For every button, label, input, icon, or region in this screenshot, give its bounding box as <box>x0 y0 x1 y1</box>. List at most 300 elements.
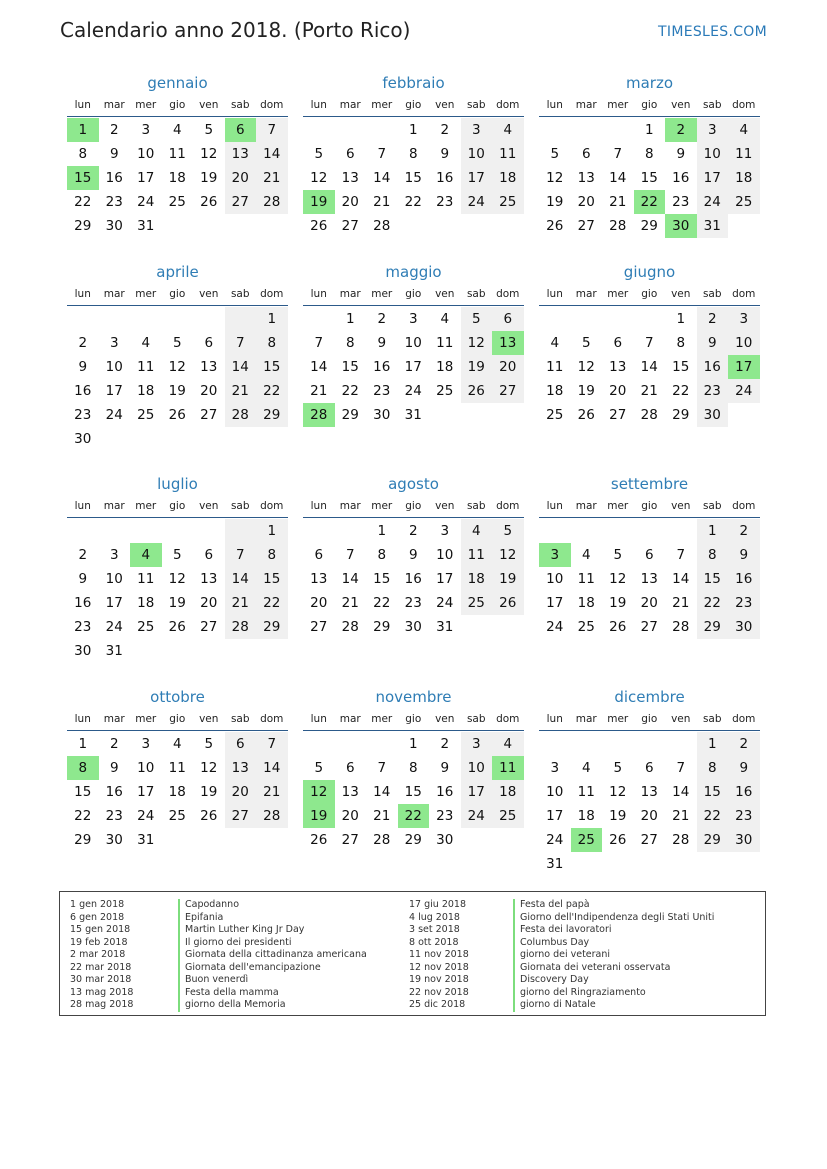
month-name: dicembre <box>614 688 685 706</box>
day-cell: 8 <box>644 146 654 162</box>
day-cell: 29 <box>74 218 92 234</box>
day-cell: 6 <box>345 760 355 776</box>
day-cell: 4 <box>172 736 182 752</box>
empty-day-cell <box>303 732 335 756</box>
weekday-label: gio <box>405 713 422 725</box>
day-cell: 4 <box>492 732 524 756</box>
day-cell: 17 <box>404 359 422 375</box>
month-giugno <box>539 261 760 427</box>
day-cell: 21 <box>609 194 627 210</box>
weekday-label: dom <box>496 500 520 512</box>
day-cell: 19 <box>168 595 186 611</box>
legend-date: 3 set 2018 <box>409 924 460 935</box>
day-cell: 3 <box>440 523 450 539</box>
month-agosto <box>303 473 524 639</box>
weekday-label: gio <box>169 288 186 300</box>
day-cell: 24 <box>105 619 123 635</box>
day-cell: 1 <box>676 311 686 327</box>
day-cell: 8 <box>697 756 729 780</box>
day-cell: 13 <box>200 359 218 375</box>
day-cell: 2 <box>78 335 88 351</box>
empty-day-cell <box>256 639 288 663</box>
day-cell: 20 <box>640 808 658 824</box>
day-cell: 9 <box>728 543 760 567</box>
day-cell: 9 <box>377 335 387 351</box>
legend-holiday-name: Giorno dell'Indipendenza degli Stati Uniti <box>513 912 714 925</box>
day-cell: 5 <box>172 335 182 351</box>
legend-names-left <box>178 899 367 1012</box>
weekday-label: ven <box>435 288 455 300</box>
weekday-label: ven <box>199 713 219 725</box>
day-cell: 12 <box>609 571 627 587</box>
weekday-label: mar <box>103 500 125 512</box>
day-cell: 16 <box>436 784 454 800</box>
day-cell: 24 <box>105 407 123 423</box>
day-cell: 11 <box>577 571 595 587</box>
empty-day-cell <box>256 828 288 852</box>
weekday-label: gio <box>641 99 658 111</box>
legend-date: 17 giu 2018 <box>409 899 466 910</box>
day-cell: 31 <box>697 214 729 238</box>
empty-day-cell <box>303 519 335 543</box>
weekday-label: lun <box>310 288 327 300</box>
empty-day-cell <box>256 214 288 238</box>
legend-date: 13 mag 2018 <box>70 986 134 998</box>
legend-holiday-name: Martin Luther King Jr Day <box>178 924 367 937</box>
month-novembre <box>303 686 524 852</box>
weekday-label: gio <box>169 500 186 512</box>
day-cell: 12 <box>609 784 627 800</box>
day-cell: 24 <box>697 190 729 214</box>
day-cell: 25 <box>461 591 493 615</box>
day-cell: 19 <box>461 355 493 379</box>
day-cell: 25 <box>137 619 155 635</box>
day-cell: 13 <box>200 571 218 587</box>
empty-day-cell <box>539 519 571 543</box>
empty-day-cell <box>162 639 194 663</box>
month-settembre <box>539 473 760 639</box>
empty-day-cell <box>634 519 666 543</box>
legend-date: 22 mar 2018 <box>70 961 132 973</box>
day-cell: 19 <box>168 383 186 399</box>
day-cell: 30 <box>436 832 454 848</box>
day-cell: 14 <box>672 784 690 800</box>
empty-day-cell <box>634 732 666 756</box>
empty-day-cell <box>571 118 603 142</box>
day-cell: 27 <box>609 407 627 423</box>
day-cell: 14 <box>373 170 391 186</box>
weekday-header <box>539 708 760 731</box>
days-grid <box>539 117 760 238</box>
day-cell: 1 <box>256 307 288 331</box>
month-name: giugno <box>623 263 676 281</box>
day-cell: 12 <box>492 543 524 567</box>
day-cell: 2 <box>408 523 418 539</box>
month-name: luglio <box>157 475 198 493</box>
weekday-label: sab <box>466 288 486 300</box>
weekday-label: gio <box>641 713 658 725</box>
day-cell: 21 <box>672 595 690 611</box>
empty-day-cell <box>335 732 367 756</box>
month-name: maggio <box>385 263 442 281</box>
day-cell: 13 <box>225 756 257 780</box>
weekday-header <box>67 495 288 518</box>
day-cell: 27 <box>640 619 658 635</box>
empty-day-cell <box>665 519 697 543</box>
day-cell: 21 <box>341 595 359 611</box>
day-cell: 20 <box>225 166 257 190</box>
day-cell: 11 <box>137 571 155 587</box>
day-cell: 15 <box>672 359 690 375</box>
day-cell: 10 <box>137 146 155 162</box>
day-cell: 28 <box>373 832 391 848</box>
empty-day-cell <box>225 519 257 543</box>
day-cell: 17 <box>546 808 564 824</box>
weekday-label: lun <box>310 99 327 111</box>
day-cell: 30 <box>74 431 92 447</box>
holiday-day-cell: 2 <box>665 118 697 142</box>
day-cell: 25 <box>168 194 186 210</box>
day-cell: 10 <box>105 571 123 587</box>
empty-day-cell <box>130 307 162 331</box>
legend-holiday-name: Buon venerdì <box>178 974 367 987</box>
day-cell: 14 <box>640 359 658 375</box>
legend-holiday-name: giorno di Natale <box>513 999 714 1012</box>
day-cell: 16 <box>672 170 690 186</box>
day-cell: 12 <box>577 359 595 375</box>
holiday-day-cell: 19 <box>303 190 335 214</box>
day-cell: 26 <box>200 194 218 210</box>
day-cell: 15 <box>373 571 391 587</box>
day-cell: 29 <box>697 828 729 852</box>
weekday-label: ven <box>671 288 691 300</box>
month-luglio <box>67 473 288 663</box>
empty-day-cell <box>193 307 225 331</box>
legend-holiday-name: Il giorno dei presidenti <box>178 937 367 950</box>
weekday-label: dom <box>732 99 756 111</box>
weekday-label: ven <box>199 288 219 300</box>
weekday-label: mar <box>575 99 597 111</box>
day-cell: 27 <box>341 218 359 234</box>
month-name: novembre <box>375 688 452 706</box>
holiday-day-cell: 6 <box>225 118 257 142</box>
day-cell: 11 <box>168 146 186 162</box>
empty-day-cell <box>99 427 131 451</box>
day-cell: 9 <box>440 146 450 162</box>
day-cell: 26 <box>577 407 595 423</box>
weekday-label: gio <box>405 288 422 300</box>
day-cell: 14 <box>609 170 627 186</box>
day-cell: 17 <box>105 383 123 399</box>
weekday-label: sab <box>702 99 722 111</box>
day-cell: 13 <box>640 571 658 587</box>
day-cell: 26 <box>546 218 564 234</box>
day-cell: 25 <box>436 383 454 399</box>
empty-day-cell <box>225 214 257 238</box>
day-cell: 15 <box>697 780 729 804</box>
empty-day-cell <box>398 214 430 238</box>
day-cell: 26 <box>609 832 627 848</box>
empty-day-cell <box>99 307 131 331</box>
weekday-header <box>67 708 288 731</box>
holiday-day-cell: 12 <box>303 780 335 804</box>
day-cell: 29 <box>640 218 658 234</box>
weekday-label: sab <box>466 500 486 512</box>
legend-holiday-name: Discovery Day <box>513 974 714 987</box>
empty-day-cell <box>193 214 225 238</box>
days-grid <box>67 306 288 451</box>
day-cell: 6 <box>613 335 623 351</box>
weekday-label: dom <box>732 713 756 725</box>
day-cell: 27 <box>310 619 328 635</box>
day-cell: 24 <box>728 379 760 403</box>
day-cell: 6 <box>492 307 524 331</box>
day-cell: 18 <box>492 780 524 804</box>
empty-day-cell <box>67 307 99 331</box>
holiday-day-cell: 22 <box>634 190 666 214</box>
day-cell: 7 <box>676 547 686 563</box>
day-cell: 30 <box>697 403 729 427</box>
weekday-header <box>539 283 760 306</box>
day-cell: 2 <box>109 736 119 752</box>
empty-day-cell <box>130 519 162 543</box>
day-cell: 4 <box>172 122 182 138</box>
day-cell: 17 <box>137 170 155 186</box>
empty-day-cell <box>602 852 634 876</box>
weekday-label: mar <box>339 713 361 725</box>
day-cell: 6 <box>581 146 591 162</box>
weekday-label: lun <box>546 99 563 111</box>
day-cell: 11 <box>577 784 595 800</box>
month-gennaio <box>67 72 288 238</box>
day-cell: 14 <box>225 355 257 379</box>
weekday-header <box>67 94 288 117</box>
day-cell: 20 <box>200 383 218 399</box>
weekday-label: lun <box>74 99 91 111</box>
day-cell: 21 <box>310 383 328 399</box>
empty-day-cell <box>429 214 461 238</box>
day-cell: 11 <box>546 359 564 375</box>
day-cell: 18 <box>137 383 155 399</box>
day-cell: 4 <box>581 760 591 776</box>
weekday-label: lun <box>310 713 327 725</box>
brand-link[interactable]: TIMESLES.COM <box>658 24 767 40</box>
day-cell: 8 <box>676 335 686 351</box>
empty-day-cell <box>665 732 697 756</box>
empty-day-cell <box>366 732 398 756</box>
month-ottobre <box>67 686 288 852</box>
weekday-label: dom <box>260 99 284 111</box>
day-cell: 15 <box>404 170 422 186</box>
day-cell: 22 <box>256 379 288 403</box>
day-cell: 20 <box>492 355 524 379</box>
weekday-label: sab <box>230 288 250 300</box>
weekday-label: sab <box>702 288 722 300</box>
day-cell: 29 <box>373 619 391 635</box>
day-cell: 22 <box>672 383 690 399</box>
weekday-label: dom <box>260 713 284 725</box>
legend-date: 4 lug 2018 <box>409 911 460 923</box>
weekday-label: mer <box>607 500 629 512</box>
empty-day-cell <box>303 118 335 142</box>
day-cell: 24 <box>546 619 564 635</box>
day-cell: 24 <box>461 804 493 828</box>
empty-day-cell <box>429 403 461 427</box>
day-cell: 27 <box>492 379 524 403</box>
day-cell: 13 <box>609 359 627 375</box>
day-cell: 5 <box>581 335 591 351</box>
day-cell: 10 <box>461 142 493 166</box>
day-cell: 11 <box>436 335 454 351</box>
day-cell: 24 <box>137 808 155 824</box>
month-dicembre <box>539 686 760 876</box>
day-cell: 26 <box>461 379 493 403</box>
day-cell: 26 <box>168 407 186 423</box>
empty-day-cell <box>67 519 99 543</box>
empty-day-cell <box>697 852 729 876</box>
month-name: marzo <box>625 74 674 92</box>
day-cell: 28 <box>640 407 658 423</box>
day-cell: 27 <box>577 218 595 234</box>
empty-day-cell <box>99 519 131 543</box>
day-cell: 21 <box>672 808 690 824</box>
empty-day-cell <box>728 403 760 427</box>
day-cell: 1 <box>78 736 88 752</box>
day-cell: 5 <box>314 760 324 776</box>
day-cell: 7 <box>377 146 387 162</box>
weekday-label: lun <box>310 500 327 512</box>
day-cell: 7 <box>314 335 324 351</box>
day-cell: 1 <box>644 122 654 138</box>
legend-holiday-name: Columbus Day <box>513 937 714 950</box>
day-cell: 31 <box>137 832 155 848</box>
month-aprile <box>67 261 288 451</box>
day-cell: 25 <box>168 808 186 824</box>
day-cell: 16 <box>697 355 729 379</box>
day-cell: 17 <box>546 595 564 611</box>
day-cell: 31 <box>436 619 454 635</box>
day-cell: 3 <box>697 118 729 142</box>
empty-day-cell <box>366 118 398 142</box>
day-cell: 23 <box>74 407 92 423</box>
empty-day-cell <box>130 639 162 663</box>
weekday-label: gio <box>641 288 658 300</box>
day-cell: 23 <box>728 591 760 615</box>
weekday-label: mer <box>371 713 393 725</box>
day-cell: 3 <box>141 736 151 752</box>
day-cell: 5 <box>492 519 524 543</box>
day-cell: 21 <box>225 591 257 615</box>
day-cell: 24 <box>461 190 493 214</box>
empty-day-cell <box>539 732 571 756</box>
page-title: Calendario anno 2018. (Porto Rico) <box>60 18 411 42</box>
day-cell: 21 <box>225 379 257 403</box>
day-cell: 1 <box>345 311 355 327</box>
day-cell: 23 <box>697 379 729 403</box>
day-cell: 6 <box>345 146 355 162</box>
days-grid <box>303 518 524 639</box>
day-cell: 8 <box>408 760 418 776</box>
day-cell: 15 <box>256 567 288 591</box>
holiday-day-cell: 22 <box>398 804 430 828</box>
day-cell: 22 <box>74 194 92 210</box>
day-cell: 11 <box>728 142 760 166</box>
weekday-label: dom <box>260 288 284 300</box>
weekday-label: mar <box>339 99 361 111</box>
weekday-header <box>303 495 524 518</box>
weekday-label: mer <box>607 99 629 111</box>
day-cell: 4 <box>581 547 591 563</box>
day-cell: 3 <box>109 335 119 351</box>
empty-day-cell <box>602 732 634 756</box>
month-febbraio <box>303 72 524 238</box>
day-cell: 13 <box>341 784 359 800</box>
month-name: settembre <box>610 475 689 493</box>
day-cell: 6 <box>644 547 654 563</box>
legend-holiday-name: giorno del Ringraziamento <box>513 987 714 1000</box>
day-cell: 26 <box>310 832 328 848</box>
legend-date: 25 dic 2018 <box>409 999 466 1010</box>
empty-day-cell <box>162 427 194 451</box>
day-cell: 9 <box>109 146 119 162</box>
empty-day-cell <box>492 214 524 238</box>
day-cell: 2 <box>440 736 450 752</box>
day-cell: 20 <box>609 383 627 399</box>
holiday-day-cell: 15 <box>67 166 99 190</box>
legend-holiday-name: Festa dei lavoratori <box>513 924 714 937</box>
weekday-label: mar <box>103 713 125 725</box>
day-cell: 6 <box>314 547 324 563</box>
weekday-label: gio <box>405 99 422 111</box>
day-cell: 16 <box>728 567 760 591</box>
day-cell: 9 <box>440 760 450 776</box>
day-cell: 10 <box>546 571 564 587</box>
day-cell: 9 <box>78 571 88 587</box>
month-name: agosto <box>388 475 439 493</box>
day-cell: 16 <box>373 359 391 375</box>
day-cell: 23 <box>436 808 454 824</box>
day-cell: 7 <box>644 335 654 351</box>
day-cell: 6 <box>644 760 654 776</box>
holiday-day-cell: 8 <box>67 756 99 780</box>
day-cell: 18 <box>492 166 524 190</box>
day-cell: 18 <box>577 808 595 824</box>
empty-day-cell <box>193 639 225 663</box>
day-cell: 21 <box>640 383 658 399</box>
day-cell: 24 <box>137 194 155 210</box>
day-cell: 29 <box>672 407 690 423</box>
day-cell: 7 <box>225 543 257 567</box>
day-cell: 19 <box>546 194 564 210</box>
weekday-label: sab <box>230 713 250 725</box>
day-cell: 15 <box>256 355 288 379</box>
day-cell: 15 <box>404 784 422 800</box>
days-grid <box>303 117 524 238</box>
day-cell: 27 <box>225 190 257 214</box>
day-cell: 7 <box>225 331 257 355</box>
day-cell: 14 <box>373 784 391 800</box>
day-cell: 16 <box>436 170 454 186</box>
empty-day-cell <box>193 427 225 451</box>
day-cell: 23 <box>672 194 690 210</box>
weekday-label: gio <box>169 99 186 111</box>
day-cell: 10 <box>137 760 155 776</box>
day-cell: 29 <box>256 615 288 639</box>
day-cell: 23 <box>436 194 454 210</box>
empty-day-cell <box>492 828 524 852</box>
day-cell: 14 <box>310 359 328 375</box>
empty-day-cell <box>193 519 225 543</box>
